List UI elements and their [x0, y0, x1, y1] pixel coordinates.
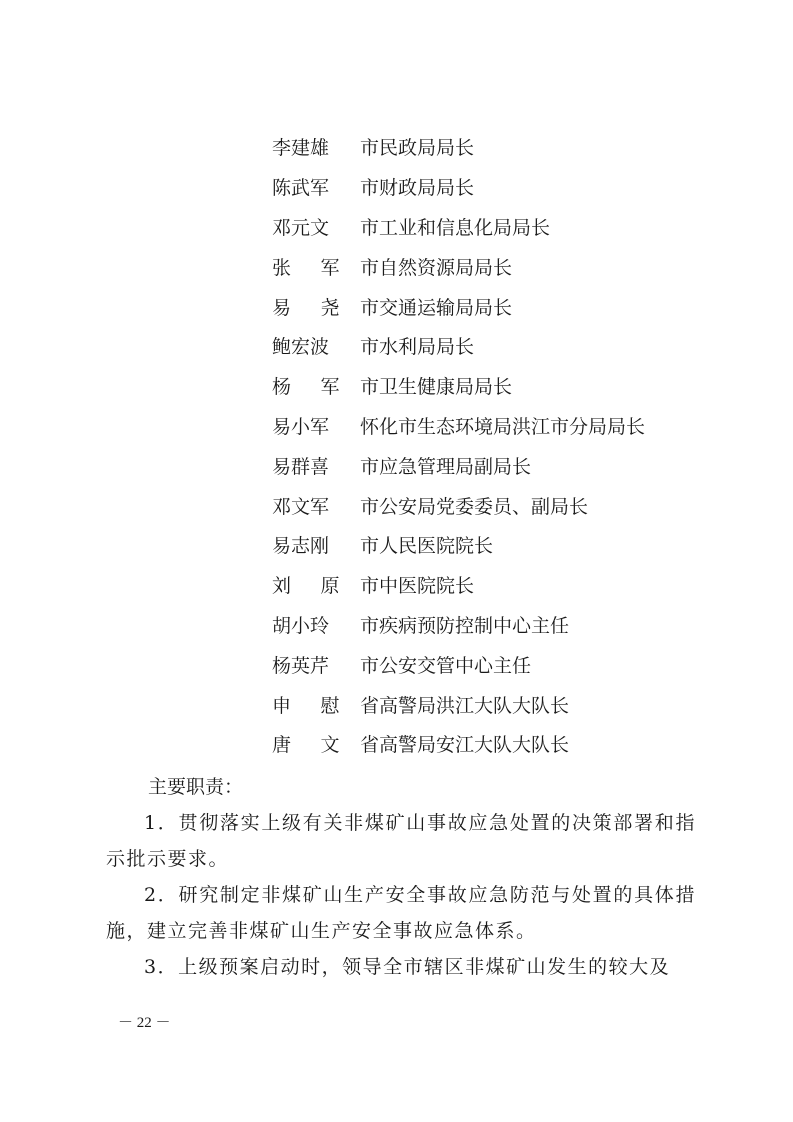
member-name: 易志刚: [272, 535, 330, 558]
member-row: [272, 246, 732, 286]
member-name: 邓文军: [272, 495, 330, 518]
member-title: 省高警局洪江大队大队长: [360, 694, 570, 717]
member-row: [272, 684, 732, 724]
duty-item: 2．研究制定非煤矿山生产安全事故应急防范与处置的具体措施，建立完善非煤矿山生产安全事故应急体系。: [106, 884, 696, 942]
member-name: 易小军: [272, 415, 330, 438]
member-name: 胡小玲: [272, 614, 330, 637]
member-title: 市工业和信息化局局长: [360, 216, 551, 239]
member-name: 邓元文: [272, 216, 330, 239]
duties-heading: 主要职责：: [148, 776, 244, 798]
member-row: [272, 207, 732, 247]
page-number: － 22 －: [118, 1015, 171, 1031]
member-row: [272, 485, 732, 525]
member-name: 刘原: [272, 575, 369, 598]
member-title: 市公安局党委委员、副局长: [360, 495, 589, 518]
member-title: 省高警局安江大队大队长: [360, 734, 570, 757]
member-row: [272, 326, 732, 366]
member-row: [272, 127, 732, 167]
member-name: 易尧: [272, 296, 369, 319]
member-row: [272, 644, 732, 684]
member-name: 易群喜: [272, 455, 330, 478]
duty-item: 3．上级预案启动时，领导全市辖区非煤矿山发生的较大及: [144, 956, 671, 978]
member-title: 市疾病预防控制中心主任: [360, 614, 570, 637]
member-title: 市水利局局长: [360, 336, 475, 359]
member-row: [272, 366, 732, 406]
member-name: 申慰: [272, 694, 369, 717]
member-row: [272, 167, 732, 207]
member-title: 市交通运输局局长: [360, 296, 513, 319]
member-list: [272, 127, 732, 764]
member-name: 李建雄: [272, 137, 330, 160]
member-row: [272, 525, 732, 565]
duties-list: [106, 805, 696, 985]
member-row: [272, 565, 732, 605]
member-name: 唐文: [272, 734, 369, 757]
member-title: 市人民医院院长: [360, 535, 494, 558]
member-title: 市应急管理局副局长: [360, 455, 532, 478]
member-row: [272, 286, 732, 326]
member-row: [272, 724, 732, 764]
member-title: 市财政局局长: [360, 177, 475, 200]
member-title: 市自然资源局局长: [360, 256, 513, 279]
member-title: 市中医院院长: [360, 575, 475, 598]
member-name: 鲍宏波: [272, 336, 330, 359]
member-row: [272, 605, 732, 645]
member-name: 张军: [272, 256, 369, 279]
member-name: 杨军: [272, 376, 369, 399]
duty-item: 1．贯彻落实上级有关非煤矿山事故应急处置的决策部署和指示批示要求。: [106, 812, 696, 870]
member-title: 市公安交管中心主任: [360, 654, 532, 677]
member-row: [272, 406, 732, 446]
member-name: 杨英芹: [272, 654, 330, 677]
member-title: 市卫生健康局局长: [360, 376, 513, 399]
member-title: 市民政局局长: [360, 137, 475, 160]
member-name: 陈武军: [272, 177, 330, 200]
member-title: 怀化市生态环境局洪江市分局局长: [360, 415, 646, 438]
member-row: [272, 445, 732, 485]
